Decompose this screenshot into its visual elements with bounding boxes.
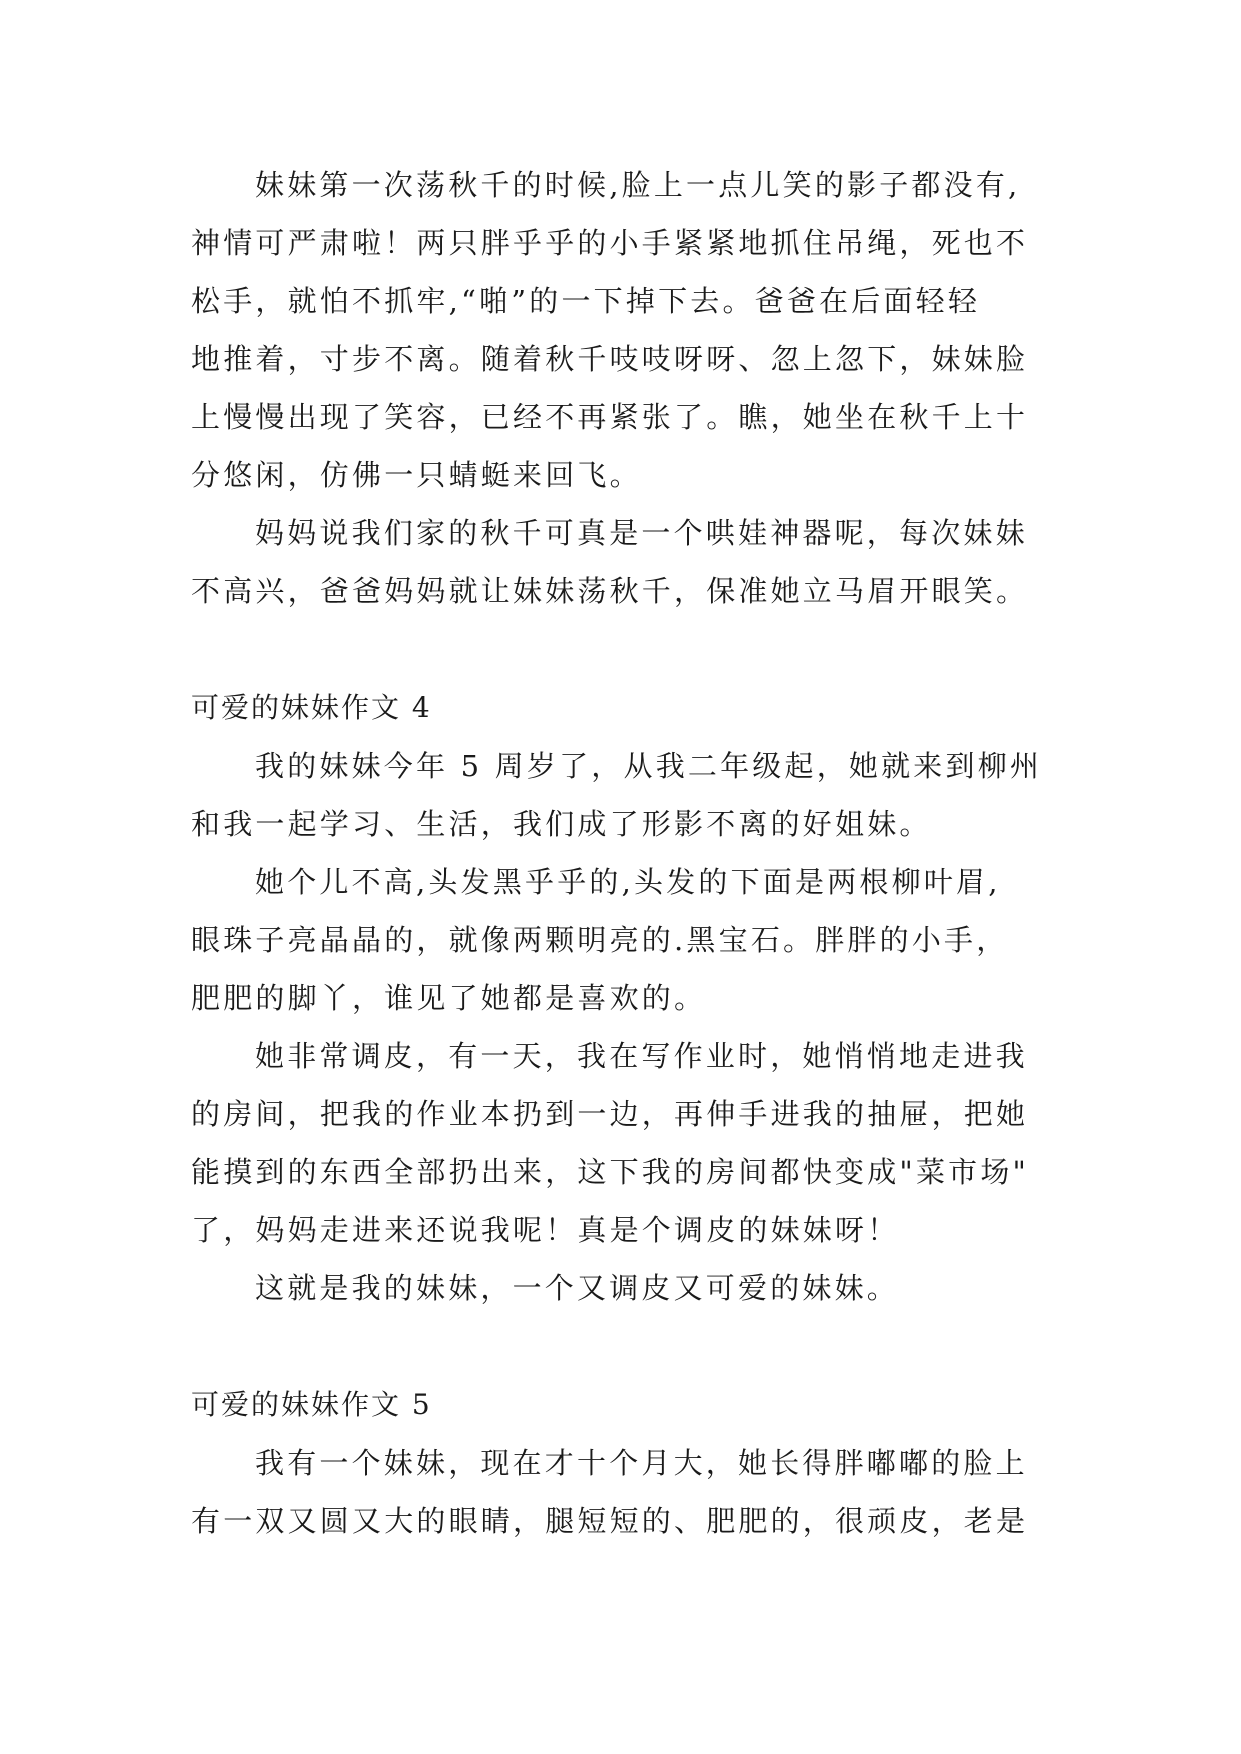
paragraph-line: 我的妹妹今年 5 周岁了，从我二年级起，她就来到柳州	[255, 749, 1043, 783]
paragraph-line: 这就是我的妹妹，一个又调皮又可爱的妹妹。	[255, 1271, 900, 1305]
paragraph-line: 和我一起学习、生活，我们成了形影不离的好姐妹。	[191, 807, 932, 841]
paragraph-line: 她个儿不高,头发黑乎乎的,头发的下面是两根柳叶眉,	[255, 865, 1001, 899]
paragraph-line: 上慢慢出现了笑容，已经不再紧张了。瞧，她坐在秋千上十	[191, 400, 1029, 434]
paragraph-line: 地推着，寸步不离。随着秋千吱吱呀呀、忽上忽下，妹妹脸	[191, 342, 1029, 376]
section-heading: 可爱的妹妹作文 4	[191, 691, 432, 724]
paragraph-line: 肥肥的脚丫，谁见了她都是喜欢的。	[191, 981, 707, 1015]
paragraph-line: 了，妈妈走进来还说我呢！真是个调皮的妹妹呀！	[191, 1213, 900, 1247]
paragraph-line: 的房间，把我的作业本扔到一边，再伸手进我的抽屉，把她	[191, 1097, 1029, 1131]
paragraph-line: 分悠闲，仿佛一只蜻蜓来回飞。	[191, 458, 642, 492]
section-heading: 可爱的妹妹作文 5	[191, 1388, 432, 1421]
paragraph-line: 能摸到的东西全部扔出来，这下我的房间都快变成"菜市场"	[191, 1155, 1030, 1189]
paragraph-line: 神情可严肃啦！两只胖乎乎的小手紧紧地抓住吊绳，死也不	[191, 226, 1029, 260]
paragraph-line: 妈妈说我们家的秋千可真是一个哄娃神器呢，每次妹妹	[255, 516, 1028, 550]
paragraph-line: 她非常调皮，有一天，我在写作业时，她悄悄地走进我	[255, 1039, 1028, 1073]
paragraph-line: 不高兴，爸爸妈妈就让妹妹荡秋千，保准她立马眉开眼笑。	[191, 574, 1029, 608]
paragraph-line: 我有一个妹妹，现在才十个月大，她长得胖嘟嘟的脸上	[255, 1446, 1028, 1480]
paragraph-line: 眼珠子亮晶晶的，就像两颗明亮的.黑宝石。胖胖的小手，	[191, 923, 1009, 957]
paragraph-line: 松手，就怕不抓牢,“啪”的一下掉下去。爸爸在后面轻轻	[191, 284, 981, 318]
paragraph-line: 有一双又圆又大的眼睛，腿短短的、肥肥的，很顽皮，老是	[191, 1504, 1029, 1538]
paragraph-line: 妹妹第一次荡秋千的时候,脸上一点儿笑的影子都没有,	[255, 168, 1021, 202]
